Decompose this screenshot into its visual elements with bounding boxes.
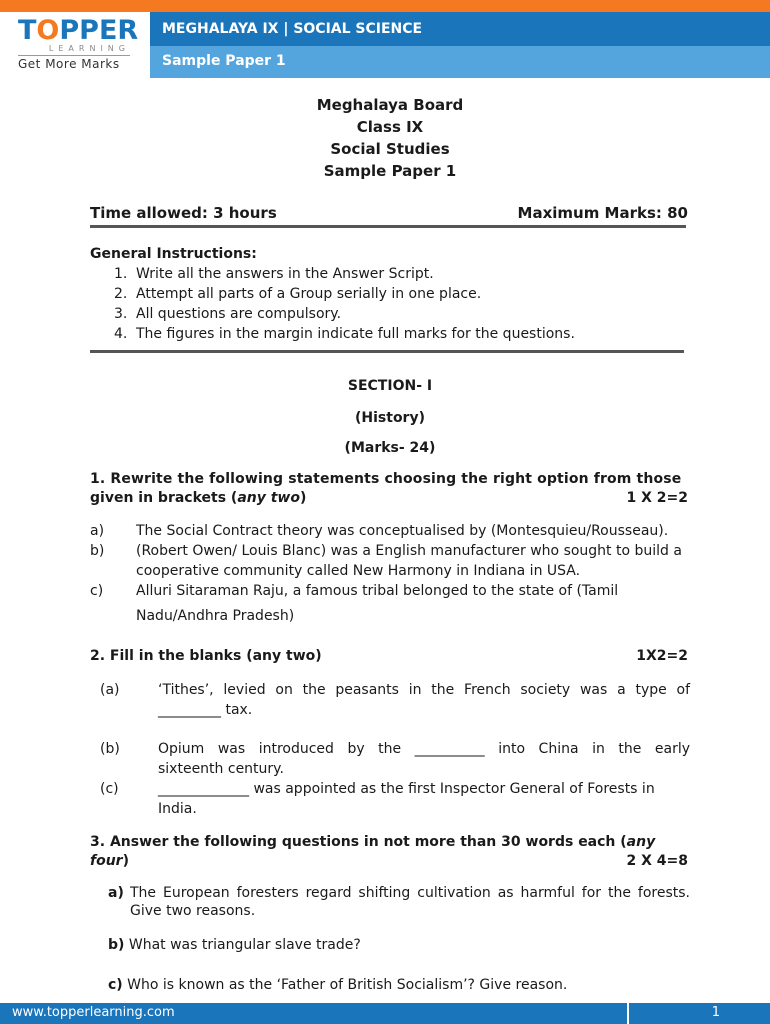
q2-text-c: _____________ was appointed as the first Inspector General of Forests in bbox=[158, 781, 655, 797]
q1-line2: given in brackets (any two) bbox=[90, 490, 307, 506]
q2-label-a: (a) bbox=[100, 682, 120, 698]
instruction-item: 1. Write all the answers in the Answer Script. bbox=[114, 266, 434, 282]
q2-text-c-cont: India. bbox=[158, 801, 197, 817]
section-marks: (Marks- 24) bbox=[344, 440, 436, 456]
subject-name: Social Studies bbox=[330, 140, 450, 158]
topper-logo bbox=[18, 15, 139, 74]
maximum-marks: Maximum Marks: 80 bbox=[517, 204, 688, 222]
q1-option-c-cont: Nadu/Andhra Pradesh) bbox=[136, 608, 295, 624]
q1-option-b-cont: cooperative community called New Harmony in Indiana in USA. bbox=[136, 563, 581, 579]
q2-marks: 1X2=2 bbox=[636, 648, 688, 664]
divider-instructions bbox=[90, 350, 684, 353]
divider-top bbox=[90, 225, 686, 228]
q3-option-c: c) Who is known as the ‘Father of British Socialism’? Give reason. bbox=[108, 977, 568, 993]
header-subtitle: Sample Paper 1 bbox=[162, 53, 286, 69]
logo-wordmark: TOPPER bbox=[18, 15, 139, 46]
top-accent-bar bbox=[0, 0, 770, 12]
q1-option-b: b) (Robert Owen/ Louis Blanc) was a English manufacturer who sought to build a bbox=[90, 543, 682, 559]
instructions-heading: General Instructions: bbox=[90, 246, 257, 262]
paper-title-block bbox=[90, 94, 690, 182]
q2-text-a: ‘Tithes’, levied on the peasants in the French society was a type of bbox=[158, 682, 690, 698]
footer-separator bbox=[627, 1003, 629, 1024]
time-allowed: Time allowed: 3 hours bbox=[90, 204, 277, 222]
q1-marks: 1 X 2=2 bbox=[626, 490, 688, 506]
header-subtitle-bar bbox=[150, 46, 770, 78]
q3-line1: 3. Answer the following questions in not more than 30 words each (any bbox=[90, 834, 656, 850]
q3-option-b: b) What was triangular slave trade? bbox=[108, 937, 361, 953]
header-title-bar bbox=[150, 12, 770, 46]
footer-url[interactable]: www.topperlearning.com bbox=[12, 1005, 175, 1020]
q2-text-b: Opium was introduced by the __________ into China in the early bbox=[158, 741, 690, 757]
q2-label-b: (b) bbox=[100, 741, 120, 757]
instruction-item: 3. All questions are compulsory. bbox=[114, 306, 342, 322]
q3-marks: 2 X 4=8 bbox=[626, 853, 688, 869]
q3-option-a: a) The European foresters regard shifting cultivation as harmful for the forests. bbox=[108, 885, 690, 901]
instruction-item: 2. Attempt all parts of a Group serially in one place. bbox=[114, 286, 482, 302]
class-name: Class IX bbox=[356, 118, 424, 136]
q1-line1: 1. Rewrite the following statements choosing the right option from those bbox=[90, 471, 682, 487]
page-number: 1 bbox=[711, 1005, 720, 1020]
board-name: Meghalaya Board bbox=[316, 96, 464, 114]
q1-option-c: c) Alluri Sitaraman Raju, a famous tribal belonged to the state of (Tamil bbox=[90, 583, 619, 599]
q2-text-a-cont: _________ tax. bbox=[158, 702, 253, 718]
header-title: MEGHALAYA IX | SOCIAL SCIENCE bbox=[162, 21, 423, 37]
q1-option-a: a) The Social Contract theory was conceptualised by (Montesquieu/Rousseau). bbox=[90, 523, 669, 539]
logo-tagline: Get More Marks bbox=[18, 57, 120, 71]
section-name: SECTION- I bbox=[347, 378, 433, 394]
footer-bar bbox=[0, 1003, 770, 1024]
section-subject: (History) bbox=[355, 410, 425, 426]
paper-name: Sample Paper 1 bbox=[323, 162, 457, 180]
q2-label-c: (c) bbox=[100, 781, 119, 797]
instruction-item: 4. The figures in the margin indicate full marks for the questions. bbox=[114, 326, 575, 342]
logo-subtext: LEARNING bbox=[48, 44, 130, 53]
q3-line2: four) bbox=[90, 853, 129, 869]
q2-text-b-cont: sixteenth century. bbox=[158, 761, 284, 777]
q2-title: 2. Fill in the blanks (any two) bbox=[90, 648, 322, 664]
q3-option-a-cont: Give two reasons. bbox=[130, 903, 256, 919]
